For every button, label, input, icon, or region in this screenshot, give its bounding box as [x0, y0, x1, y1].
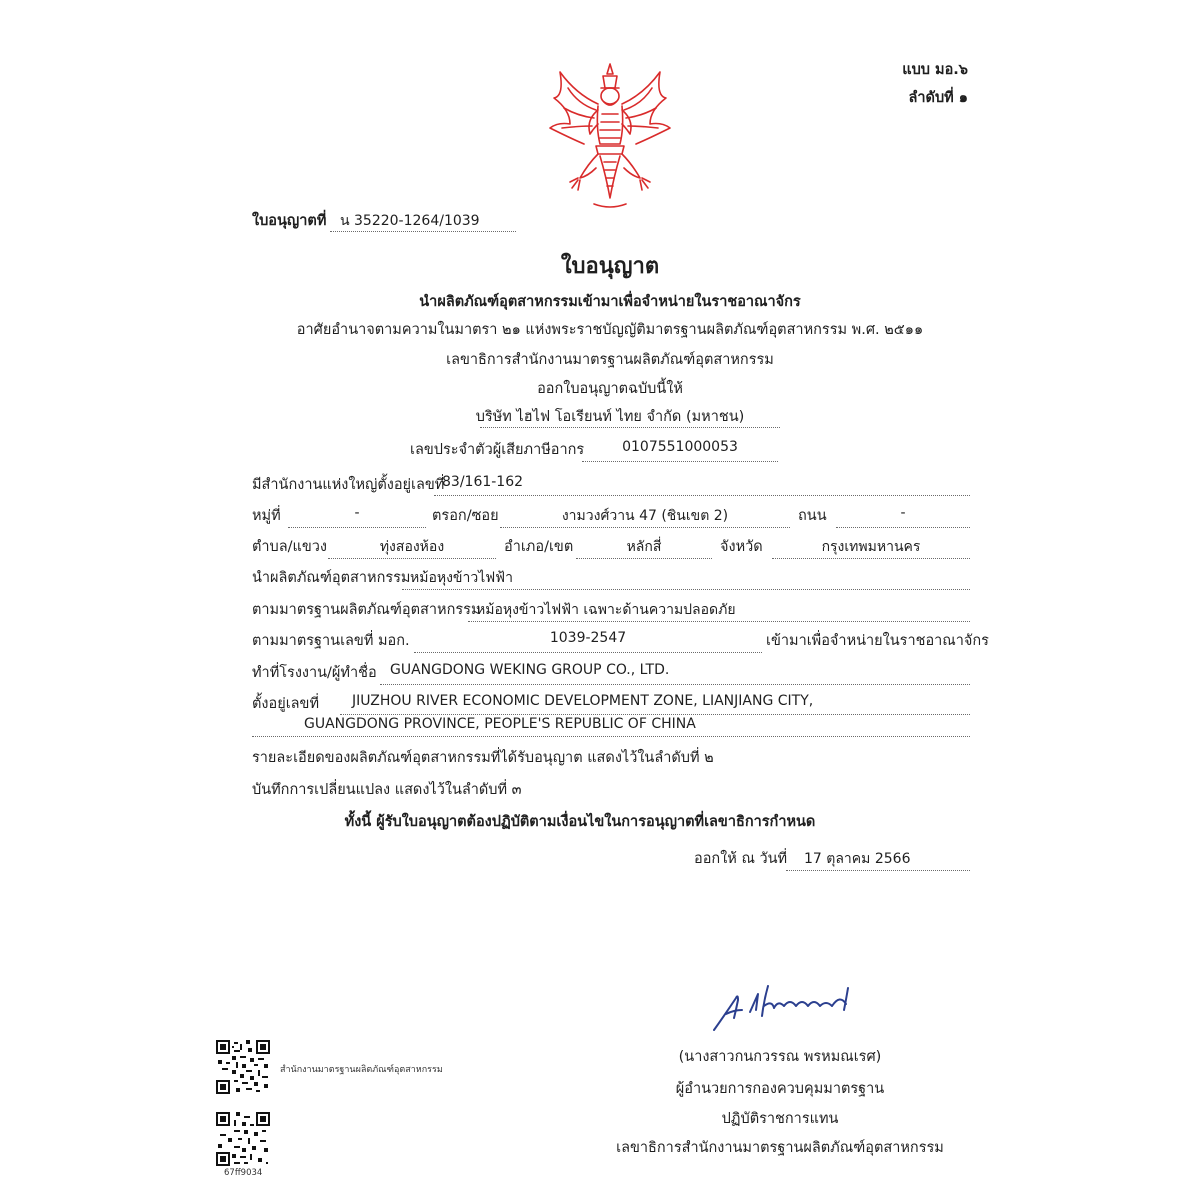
signatory-acting: ปฏิบัติราชการแทน — [721, 1111, 839, 1127]
document-subtitle: นำผลิตภัณฑ์อุตสาหกรรมเข้ามาเพื่อจำหน่ายในราชอาณาจักร — [419, 294, 801, 310]
qr-code-id: 67ff9034 — [224, 1168, 263, 1178]
tis-number-value: 1039-2547 — [549, 630, 627, 646]
subdistrict-value: ทุ่งสองห้อง — [379, 539, 445, 555]
details-note: รายละเอียดของผลิตภัณฑ์อุตสาหกรรมที่ได้รับอนุญาต แสดงไว้ในลำดับที่ ๒ — [252, 750, 714, 766]
moo-value: - — [354, 505, 360, 521]
issued-label: ออกให้ ณ วันที่ — [694, 851, 788, 867]
qr-code-icon — [216, 1040, 270, 1094]
company-name: บริษัท ไฮไฟ โอเรียนท์ ไทย จำกัด (มหาชน) — [475, 409, 745, 425]
factory-location-line2: GUANGDONG PROVINCE, PEOPLE'S REPUBLIC OF CHINA — [304, 716, 696, 732]
import-product-label: นำผลิตภัณฑ์อุตสาหกรรม — [252, 570, 411, 586]
form-type: แบบ มอ.๖ — [902, 62, 968, 78]
tis-number-line — [414, 652, 762, 653]
district-line — [576, 558, 712, 559]
signatory-office: เลขาธิการสำนักงานมาตรฐานผลิตภัณฑ์อุตสาหกรรม — [616, 1140, 944, 1156]
issue-line: ออกใบอนุญาตฉบับนี้ให้ — [537, 381, 683, 397]
qr-code-small-icon — [216, 1112, 270, 1166]
hq-label: มีสำนักงานแห่งใหญ่ตั้งอยู่เลขที่ — [252, 477, 445, 493]
company-line — [480, 427, 780, 428]
changes-note: บันทึกการเปลี่ยนแปลง แสดงไว้ในลำดับที่ ๓ — [252, 782, 522, 798]
district-label: อำเภอ/เขต — [504, 539, 574, 555]
license-number-label: ใบอนุญาตที่ — [252, 213, 327, 229]
province-line — [772, 558, 970, 559]
province-label: จังหวัด — [720, 539, 763, 555]
factory-location-line1: JIUZHOU RIVER ECONOMIC DEVELOPMENT ZONE, LIANJIANG CITY, — [352, 693, 814, 709]
issuer-line: เลขาธิการสำนักงานมาตรฐานผลิตภัณฑ์อุตสาหกรรม — [446, 352, 774, 368]
soi-value: งามวงศ์วาน 47 (ชินเขต 2) — [561, 508, 729, 524]
maker-line — [380, 684, 970, 685]
district-value: หลักสี่ — [626, 539, 662, 555]
road-label: ถนน — [798, 508, 827, 524]
soi-line — [500, 527, 790, 528]
garuda-emblem-icon — [540, 58, 680, 214]
signatory-position: ผู้อำนวยการกองควบคุมมาตรฐาน — [675, 1081, 885, 1097]
province-value: กรุงเทพมหานคร — [821, 539, 921, 555]
authority-line: อาศัยอำนาจตามความในมาตรา ๒๑ แห่งพระราชบัญญัติมาตรฐานผลิตภัณฑ์อุตสาหกรรม พ.ศ. ๒๕๑๑ — [296, 322, 924, 338]
tax-id-value: 0107551000053 — [622, 439, 738, 455]
hq-value: 83/161-162 — [442, 474, 524, 490]
import-product-line — [402, 589, 970, 590]
sequence-number: ลำดับที่ ๑ — [908, 90, 968, 106]
signature — [708, 976, 868, 1036]
tis-number-label: ตามมาตรฐานเลขที่ มอก. — [252, 633, 410, 649]
tis-suffix: เข้ามาเพื่อจำหน่ายในราชอาณาจักร — [766, 633, 989, 649]
standard-line — [468, 621, 970, 622]
standard-label: ตามมาตรฐานผลิตภัณฑ์อุตสาหกรรม — [252, 602, 481, 618]
subdistrict-label: ตำบล/แขวง — [252, 539, 328, 555]
maker-value: GUANGDONG WEKING GROUP CO., LTD. — [390, 662, 670, 678]
soi-label: ตรอก/ซอย — [432, 508, 499, 524]
issued-date: 17 ตุลาคม 2566 — [804, 851, 911, 867]
road-line — [836, 527, 970, 528]
moo-label: หมู่ที่ — [252, 508, 281, 524]
moo-line — [288, 527, 426, 528]
standard-value: หม้อหุงข้าวไฟฟ้า เฉพาะด้านความปลอดภัย — [476, 602, 736, 618]
qr-caption: สำนักงานมาตรฐานผลิตภัณฑ์อุตสาหกรรม — [280, 1065, 443, 1075]
road-value: - — [900, 505, 906, 521]
maker-label: ทำที่โรงงาน/ผู้ทำชื่อ — [252, 665, 377, 681]
tax-id-label: เลขประจำตัวผู้เสียภาษีอากร — [410, 442, 585, 458]
factory-location-rule1 — [340, 714, 970, 715]
hq-line — [434, 495, 970, 496]
factory-location-label: ตั้งอยู่เลขที่ — [252, 696, 320, 712]
subdistrict-line — [328, 558, 496, 559]
condition-note: ทั้งนี้ ผู้รับใบอนุญาตต้องปฏิบัติตามเงื่อนไขในการอนุญาตที่เลขาธิการกำหนด — [344, 814, 816, 830]
import-product-value: หม้อหุงข้าวไฟฟ้า — [410, 570, 513, 586]
tax-id-line — [582, 461, 778, 462]
factory-location-rule2 — [252, 736, 970, 737]
license-number-line — [330, 231, 516, 232]
document-title: ใบอนุญาต — [560, 254, 660, 279]
issued-date-line — [786, 870, 970, 871]
license-number-value: น 35220-1264/1039 — [340, 213, 480, 229]
signatory-name: (นางสาวกนกวรรณ พรหมณเรศ) — [678, 1049, 882, 1065]
